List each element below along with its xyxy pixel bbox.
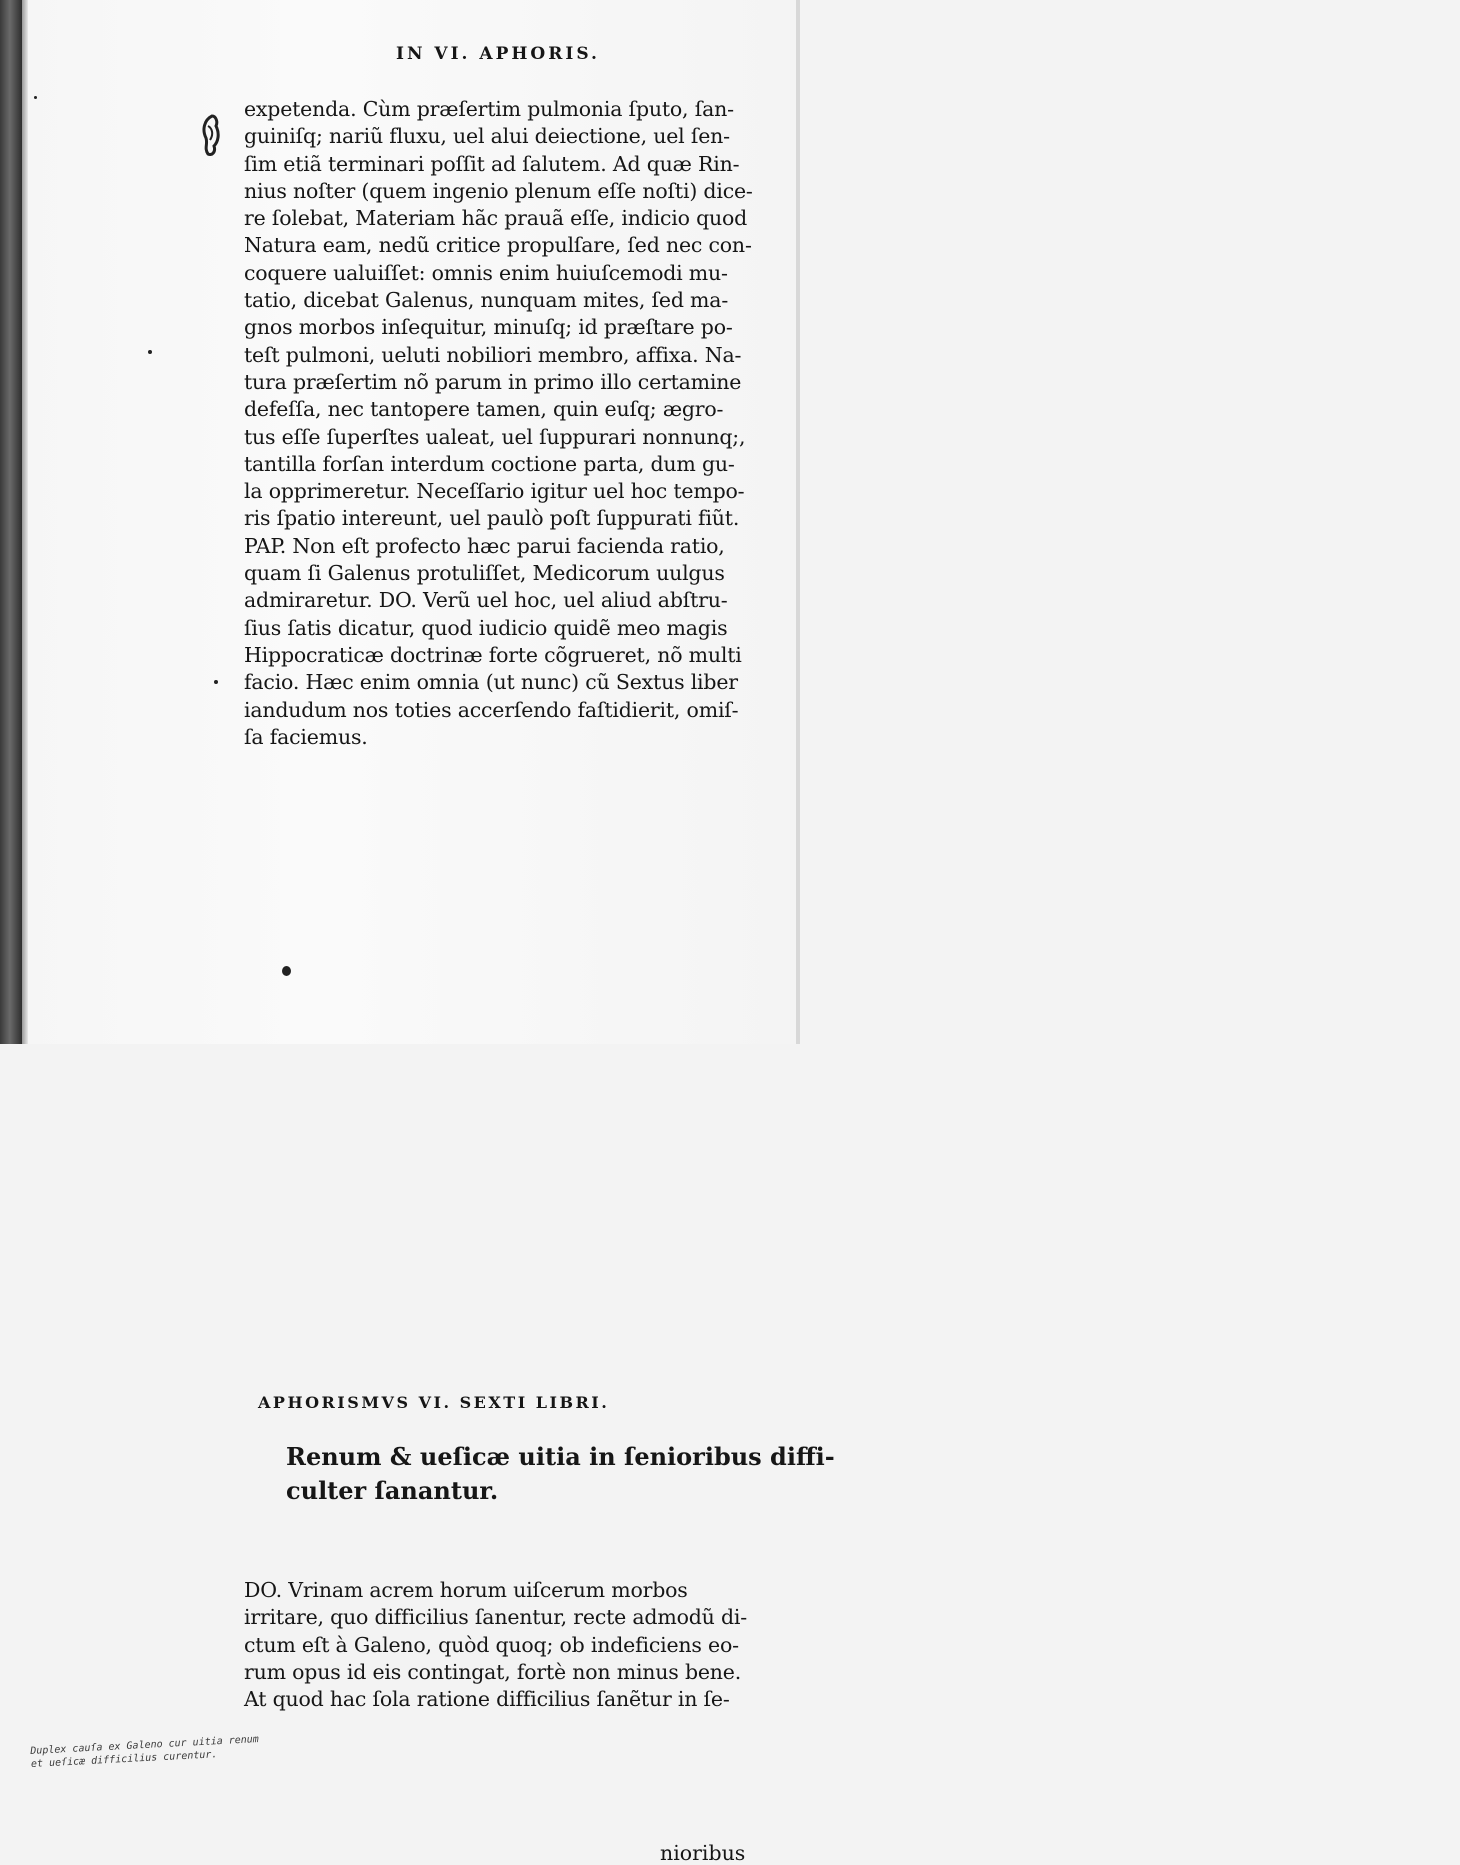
text-line: la opprimeretur. Neceſſario igitur uel hoc tempo- xyxy=(244,479,745,504)
ink-spot xyxy=(34,96,37,99)
aphorism-text xyxy=(286,1440,835,1508)
text-line: re ſolebat, Materiam hãc prauã eſſe, indicio quod xyxy=(244,206,748,231)
running-title: IN VI. APHORIS. xyxy=(396,44,600,64)
text-line: tantilla forſan interdum coctione parta, dum gu- xyxy=(244,451,735,476)
text-line: quam ſi Galenus protuliſſet, Medicorum uulgus xyxy=(244,561,725,586)
text-line: ſim etiã terminari poſſit ad ſalutem. Ad quæ Rin- xyxy=(244,151,740,176)
text-line: iandudum nos toties accerſendo faſtidierit, omiſ- xyxy=(244,697,739,722)
text-line: tatio, dicebat Galenus, nunquam mites, ſed ma- xyxy=(244,288,729,313)
text-line: irritare, quo difficilius ſanentur, recte admodũ di- xyxy=(244,1605,747,1630)
text-line: DO. Vrinam acrem horum uiſcerum morbos xyxy=(244,1578,688,1603)
catchword: nioribus xyxy=(660,1840,746,1865)
main-text xyxy=(244,96,768,751)
text-line: nius noſter (quem ingenio plenum eſſe noſti) dice- xyxy=(244,178,753,203)
aphorism-line: Renum & ueſicæ uitia in ſenioribus diffi- xyxy=(286,1442,835,1472)
text-line: expetenda. Cùm præſertim pulmonia ſputo, ſan- xyxy=(244,97,734,121)
page-gutter xyxy=(22,0,28,1044)
text-line: ſius ſatis dicatur, quod iudicio quidẽ meo magis xyxy=(244,615,728,640)
aphorism-line: culter ſanantur. xyxy=(286,1476,499,1506)
commentary-text xyxy=(244,1577,768,1713)
text-line: Natura eam, nedũ critice propulſare, ſed nec con- xyxy=(244,233,752,258)
text-line: teſt pulmoni, ueluti nobiliori membro, affixa. Na- xyxy=(244,342,742,367)
text-line: defeſſa, nec tantopere tamen, quin euſq; ægro- xyxy=(244,397,724,422)
text-line: At quod hac ſola ratione difficilius ſanẽtur in ſe- xyxy=(244,1687,730,1712)
text-line: guiniſq; nariũ fluxu, uel alui deiectione, uel ſen- xyxy=(244,124,730,149)
section-heading: APHORISMVS VI. SEXTI LIBRI. xyxy=(258,1393,610,1413)
text-line: coquere ualuiſſet: omnis enim huiuſcemodi mu- xyxy=(244,260,728,285)
text-line: gnos morbos inſequitur, minuſq; id præſtare po- xyxy=(244,315,733,340)
text-line: rum opus id eis contingat, fortè non minus bene. xyxy=(244,1660,742,1685)
text-line: ſa faciemus. xyxy=(244,724,368,749)
page-edge xyxy=(796,0,800,1044)
book-binding xyxy=(0,0,22,1044)
ink-spot xyxy=(148,350,152,354)
ink-spot xyxy=(214,680,218,684)
text-line: tura præſertim nõ parum in primo illo certamine xyxy=(244,369,742,394)
text-line: Hippocraticæ doctrinæ forte cõgrueret, nõ multi xyxy=(244,642,742,667)
text-line: ris ſpatio intereunt, uel paulò poſt ſuppurati fiũt. xyxy=(244,506,740,531)
text-line: PAP. Non eſt profecto hæc parui facienda ratio, xyxy=(244,533,725,558)
text-line: admiraretur. DO. Verũ uel hoc, uel aliud abſtru- xyxy=(244,588,728,613)
handwritten-marginalia: Duplex cauſa ex Galeno cur uitia renum et ueſicæ difficilius curentur. xyxy=(30,1733,260,1770)
manicule-icon xyxy=(198,112,224,158)
ink-spot xyxy=(282,966,291,976)
text-line: tus eſſe ſuperſtes ualeat, uel ſuppurari nonnunq;, xyxy=(244,424,746,449)
text-line: facio. Hæc enim omnia (ut nunc) cũ Sextus liber xyxy=(244,670,738,695)
text-line: ctum eſt à Galeno, quòd quoq; ob indeficiens eo- xyxy=(244,1632,739,1657)
